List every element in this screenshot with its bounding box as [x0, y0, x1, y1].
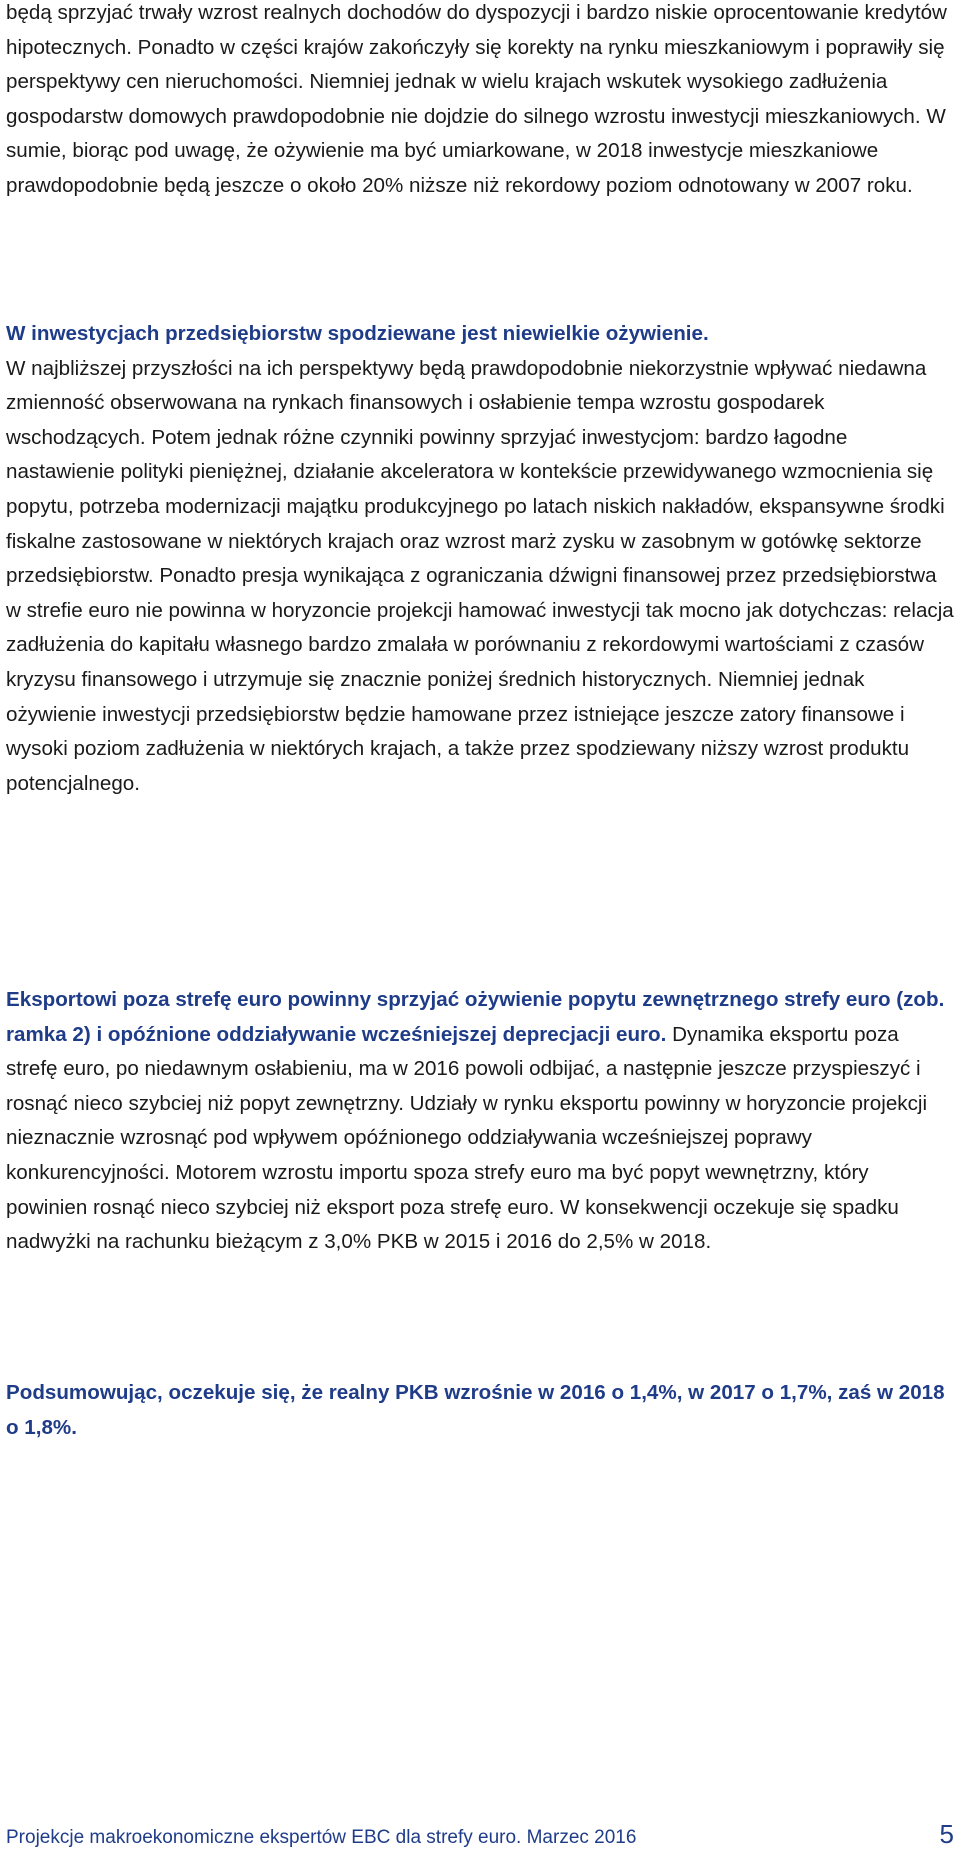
- footer-title: Projekcje makroekonomiczne ekspertów EBC dla strefy euro. Marzec 2016: [6, 1827, 637, 1848]
- paragraph-summary: [6, 1376, 954, 1445]
- paragraph-exports-text: Dynamika eksportu poza strefę euro, po niedawnym osłabieniu, ma w 2016 powoli odbijać, a następnie jeszcze przyspieszyć i rosnąć nieco szybciej niż popyt zewnętrzny. Udziały w rynku eksportu powinny w horyzoncie projekcji nieznacznie wzrosnąć pod wpływem opóźnionego oddziaływania wcześniejszej poprawy konkurencyjności. Motorem wzrostu importu spoza strefy euro ma być popyt wewnętrzny, który powinien rosnąć nieco szybciej niż eksport poza strefę euro. W konsekwencji oczekuje się spadku nadwyżki na rachunku bieżącym z 3,0% PKB w 2015 i 2016 do 2,5% w 2018.: [6, 1022, 928, 1254]
- page-number: 5: [939, 1819, 954, 1849]
- paragraph-exports: [6, 983, 954, 1260]
- business-investment-heading: W inwestycjach przedsiębiorstw spodziewane jest niewielkie ożywienie.: [6, 322, 709, 345]
- paragraph-business-investment-text: W najbliższej przyszłości na ich perspektywy będą prawdopodobnie niekorzystnie wpływać niedawna zmienność obserwowana na rynkach finansowych i osłabienie tempa wzrostu gospodarek wschodzących. Potem jednak różne czynniki powinny sprzyjać inwestycjom: bardzo łagodne nastawienie polityki pieniężnej, działanie akceleratora w kontekście przewidywanego wzmocnienia się popytu, potrzeba modernizacji majątku produkcyjnego po latach niskich nakładów, ekspansywne środki fiskalne zastosowane w niektórych krajach oraz wzrost marż zysku w zasobnym w gotówkę sektorze przedsiębiorstw. Ponadto presja wynikająca z ograniczania dźwigni finansowej przez przedsiębiorstwa w strefie euro nie powinna w horyzoncie projekcji hamować inwestycji tak mocno jak dotychczas: relacja zadłużenia do kapitału własnego bardzo zmalała w porównaniu z rekordowymi wartościami z czasów kryzysu finansowego i utrzymuje się znacznie poniżej średnich historycznych. Niemniej jednak ożywienie inwestycji przedsiębiorstw będzie hamowane przez istniejące jeszcze zatory finansowe i wysoki poziom zadłużenia w niektórych krajach, a także przez spodziewany niższy wzrost produktu potencjalnego.: [6, 356, 954, 795]
- paragraph-business-investment: [6, 317, 954, 801]
- summary-heading: Podsumowując, oczekuje się, że realny PKB wzrośnie w 2016 o 1,4%, w 2017 o 1,7%, zaś w 2018 o 1,8%.: [6, 1381, 945, 1439]
- paragraph-housing-investment: [6, 0, 954, 204]
- page-footer: [6, 1819, 954, 1850]
- paragraph-housing-investment-text: będą sprzyjać trwały wzrost realnych dochodów do dyspozycji i bardzo niskie oprocentowanie kredytów hipotecznych. Ponadto w części krajów zakończyły się korekty na rynku mieszkaniowym i poprawiły się perspektywy cen nieruchomości. Niemniej jednak w wielu krajach wskutek wysokiego zadłużenia gospodarstw domowych prawdopodobnie nie dojdzie do silnego wzrostu inwestycji mieszkaniowych. W sumie, biorąc pod uwagę, że ożywienie ma być umiarkowane, w 2018 inwestycje mieszkaniowe prawdopodobnie będą jeszcze o około 20% niższe niż rekordowy poziom odnotowany w 2007 roku.: [6, 1, 947, 197]
- exports-heading: Eksportowi poza strefę euro powinny sprzyjać ożywienie popytu zewnętrznego strefy euro (zob. ramka 2) i opóźnione oddziaływanie wcześniejszej deprecjacji euro.: [6, 988, 945, 1046]
